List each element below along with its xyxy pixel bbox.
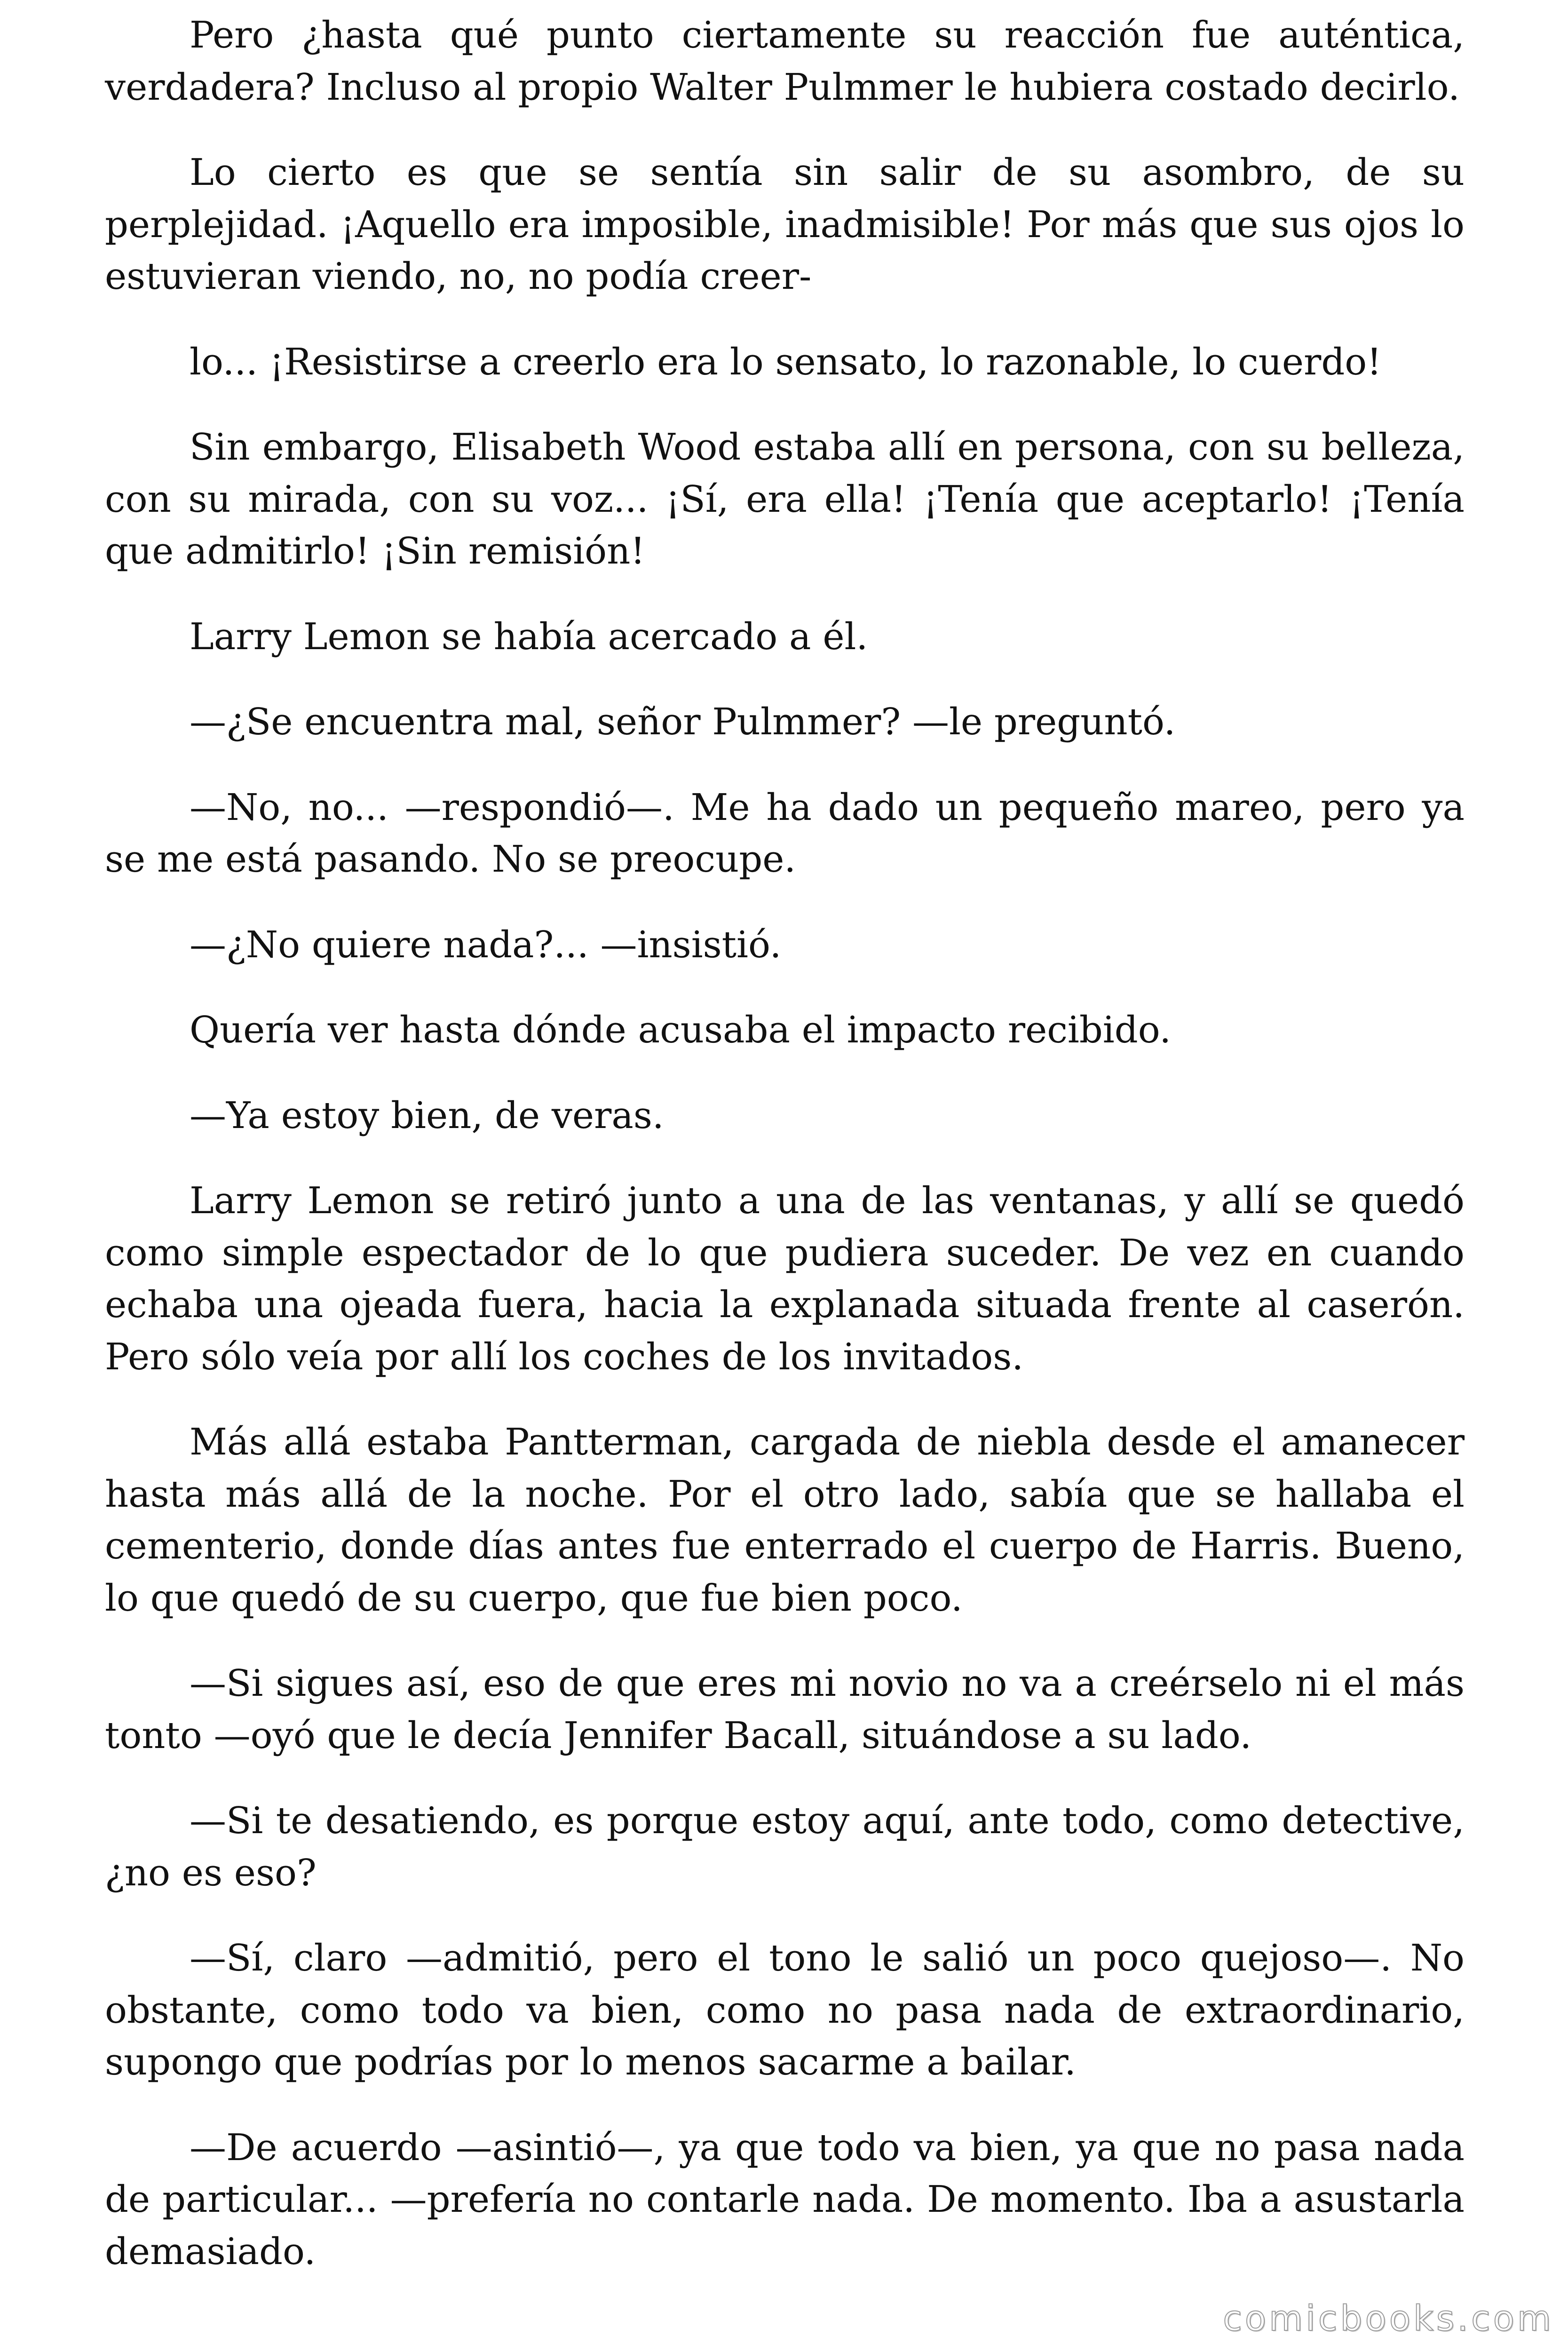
paragraph: —¿No quiere nada?... —insistió. bbox=[190, 923, 782, 966]
watermark: comicbooks.com bbox=[1223, 2298, 1554, 2339]
paragraph: —No, no... —respondió—. Me ha dado un pequeño mareo, pero ya se me está pasando. No se preocupe. bbox=[105, 786, 1465, 881]
paragraph: —Si sigues así, eso de que eres mi novio no va a creérselo ni el más tonto —oyó que le decía Jennifer Bacall, situándose a su lado. bbox=[105, 1662, 1465, 1757]
book-page bbox=[105, 9, 1465, 2311]
paragraph: Lo cierto es que se sentía sin salir de su asombro, de su perplejidad. ¡Aquello era imposible, inadmisible! Por más que sus ojos lo estuvieran viendo, no, no podía creer- bbox=[105, 151, 1465, 298]
paragraph: —Sí, claro —admitió, pero el tono le salió un poco quejoso—. No obstante, como todo va bien, como no pasa nada de extraordinario, supongo que podrías por lo menos sacarme a bailar. bbox=[105, 1937, 1465, 2083]
paragraph: Larry Lemon se había acercado a él. bbox=[190, 615, 868, 658]
paragraph: Más allá estaba Pantterman, cargada de niebla desde el amanecer hasta más allá de la noche. Por el otro lado, sabía que se hallaba el cementerio, donde días antes fue enterrado el cuerpo de Harris. Bueno, lo que quedó de su cuerpo, que fue bien poco. bbox=[105, 1421, 1465, 1620]
paragraph: lo... ¡Resistirse a creerlo era lo sensato, lo razonable, lo cuerdo! bbox=[190, 341, 1382, 383]
paragraph: —¿Se encuentra mal, señor Pulmmer? —le preguntó. bbox=[190, 701, 1176, 743]
paragraph: Larry Lemon se retiró junto a una de las ventanas, y allí se quedó como simple espectador de lo que pudiera suceder. De vez en cuando echaba una ojeada fuera, hacia la explanada situada frente al caserón. Pero sólo veía por allí los coches de los invitados. bbox=[105, 1180, 1465, 1378]
paragraph: Pero ¿hasta qué punto ciertamente su reacción fue auténtica, verdadera? Incluso al propio Walter Pulmmer le hubiera costado decirlo. bbox=[105, 14, 1465, 109]
paragraph: Sin embargo, Elisabeth Wood estaba allí en persona, con su belleza, con su mirada, con su voz... ¡Sí, era ella! ¡Tenía que aceptarlo! ¡Tenía que admitirlo! ¡Sin remisión! bbox=[105, 426, 1465, 572]
paragraph: Quería ver hasta dónde acusaba el impacto recibido. bbox=[190, 1009, 1172, 1051]
paragraph: —De acuerdo —asintió—, ya que todo va bien, ya que no pasa nada de particular... —prefería no contarle nada. De momento. Iba a asustarla demasiado. bbox=[105, 2126, 1465, 2273]
paragraph: —Ya estoy bien, de veras. bbox=[190, 1094, 664, 1137]
paragraph: —Si te desatiendo, es porque estoy aquí, ante todo, como detective, ¿no es eso? bbox=[105, 1800, 1465, 1894]
